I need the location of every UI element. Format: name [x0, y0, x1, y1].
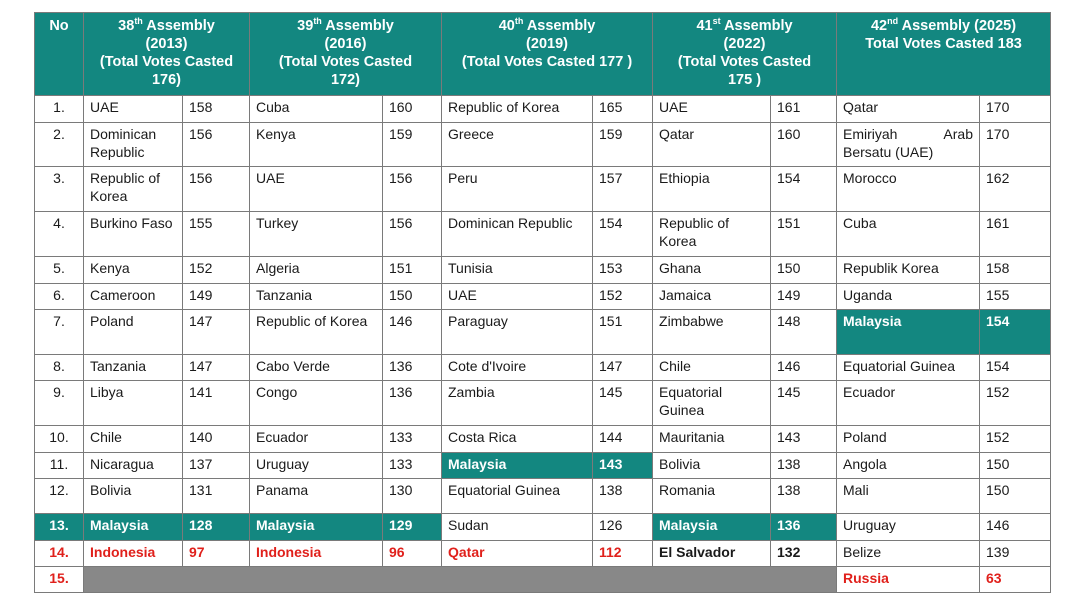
votes-2016-malaysia: 129 — [383, 514, 442, 541]
country-2022: Bolivia — [653, 453, 771, 479]
table-row — [35, 381, 1051, 426]
votes-2025: 152 — [980, 426, 1051, 453]
votes-2013: 158 — [183, 96, 250, 123]
country-2022: Ethiopia — [653, 167, 771, 212]
votes-2022-malaysia: 136 — [771, 514, 837, 541]
votes-2019: 138 — [593, 479, 653, 514]
country-2019: UAE — [442, 284, 593, 310]
header-42nd-assembly: 42nd Assembly (2025) Total Votes Casted 183 — [837, 13, 1051, 96]
table-row — [35, 96, 1051, 123]
header-no: No — [35, 13, 84, 96]
table-row — [35, 541, 1051, 567]
country-2019: Paraguay — [442, 310, 593, 355]
votes-2019-malaysia: 143 — [593, 453, 653, 479]
votes-2013: 147 — [183, 310, 250, 355]
country-2013: Tanzania — [84, 355, 183, 381]
country-2022-malaysia: Malaysia — [653, 514, 771, 541]
country-2016: Cuba — [250, 96, 383, 123]
country-2022: Romania — [653, 479, 771, 514]
votes-2013: 147 — [183, 355, 250, 381]
votes-2022: 143 — [771, 426, 837, 453]
country-2019: Equatorial Guinea — [442, 479, 593, 514]
country-2019-qatar: Qatar — [442, 541, 593, 567]
country-2016: Tanzania — [250, 284, 383, 310]
votes-2025: 170 — [980, 96, 1051, 123]
country-2013: Dominican Republic — [84, 123, 183, 167]
table-row — [35, 514, 1051, 541]
votes-2016: 150 — [383, 284, 442, 310]
table-row — [35, 284, 1051, 310]
votes-2025: 162 — [980, 167, 1051, 212]
country-2025: Belize — [837, 541, 980, 567]
country-2013: Burkino Faso — [84, 212, 183, 257]
country-2013: UAE — [84, 96, 183, 123]
country-2019: Dominican Republic — [442, 212, 593, 257]
country-2019-malaysia: Malaysia — [442, 453, 593, 479]
country-2022: Equatorial Guinea — [653, 381, 771, 426]
country-2019: Costa Rica — [442, 426, 593, 453]
votes-2013-malaysia: 128 — [183, 514, 250, 541]
country-2016: Republic of Korea — [250, 310, 383, 355]
table-row — [35, 212, 1051, 257]
votes-2019: 157 — [593, 167, 653, 212]
country-2016: Algeria — [250, 257, 383, 284]
country-2016: Turkey — [250, 212, 383, 257]
votes-2016: 130 — [383, 479, 442, 514]
row-number: 9. — [35, 381, 84, 426]
votes-2013: 137 — [183, 453, 250, 479]
votes-2013: 156 — [183, 167, 250, 212]
country-2025: Poland — [837, 426, 980, 453]
table-row — [35, 257, 1051, 284]
country-2022: Qatar — [653, 123, 771, 167]
votes-2016: 133 — [383, 453, 442, 479]
votes-2013: 131 — [183, 479, 250, 514]
row-number: 8. — [35, 355, 84, 381]
country-2022: Ghana — [653, 257, 771, 284]
votes-2019: 165 — [593, 96, 653, 123]
row-number: 1. — [35, 96, 84, 123]
votes-2025-malaysia: 154 — [980, 310, 1051, 355]
votes-2022: 146 — [771, 355, 837, 381]
country-2019: Zambia — [442, 381, 593, 426]
table-row — [35, 426, 1051, 453]
table-row — [35, 167, 1051, 212]
header-38th-assembly: 38th Assembly (2013) (Total Votes Casted 176) — [84, 13, 250, 96]
votes-2019: 152 — [593, 284, 653, 310]
header-40th-assembly: 40th Assembly (2019) (Total Votes Casted 177 ) — [442, 13, 653, 96]
country-2022-el-salvador: El Salvador — [653, 541, 771, 567]
votes-table-container — [34, 12, 1050, 593]
country-2019: Cote d'Ivoire — [442, 355, 593, 381]
votes-2019: 154 — [593, 212, 653, 257]
votes-2025: 152 — [980, 381, 1051, 426]
votes-2025: 161 — [980, 212, 1051, 257]
header-39th-assembly: 39th Assembly (2016) (Total Votes Casted 172) — [250, 13, 442, 96]
votes-2016: 151 — [383, 257, 442, 284]
country-2013-malaysia: Malaysia — [84, 514, 183, 541]
table-row — [35, 355, 1051, 381]
country-2016: UAE — [250, 167, 383, 212]
votes-2019-qatar: 112 — [593, 541, 653, 567]
country-2022: Republic of Korea — [653, 212, 771, 257]
country-2016: Panama — [250, 479, 383, 514]
votes-2025: 155 — [980, 284, 1051, 310]
row-number: 15. — [35, 567, 84, 593]
votes-2016: 146 — [383, 310, 442, 355]
country-2013: Poland — [84, 310, 183, 355]
table-row — [35, 123, 1051, 167]
country-2025: Angola — [837, 453, 980, 479]
country-2025-russia: Russia — [837, 567, 980, 593]
votes-2016: 156 — [383, 212, 442, 257]
votes-2013: 152 — [183, 257, 250, 284]
votes-2025-russia: 63 — [980, 567, 1051, 593]
header-41st-assembly: 41st Assembly (2022) (Total Votes Casted 175 ) — [653, 13, 837, 96]
votes-2022: 151 — [771, 212, 837, 257]
votes-2025: 154 — [980, 355, 1051, 381]
country-2019: Republic of Korea — [442, 96, 593, 123]
country-2019: Sudan — [442, 514, 593, 541]
votes-2019: 147 — [593, 355, 653, 381]
country-2025: Republik Korea — [837, 257, 980, 284]
country-2019: Peru — [442, 167, 593, 212]
country-2022: Chile — [653, 355, 771, 381]
country-2022: Jamaica — [653, 284, 771, 310]
country-2013: Libya — [84, 381, 183, 426]
country-2013: Chile — [84, 426, 183, 453]
country-2025: Equatorial Guinea — [837, 355, 980, 381]
table-row — [35, 453, 1051, 479]
country-2013: Nicaragua — [84, 453, 183, 479]
country-2013: Kenya — [84, 257, 183, 284]
country-2016-indonesia: Indonesia — [250, 541, 383, 567]
country-2022: UAE — [653, 96, 771, 123]
votes-2019: 159 — [593, 123, 653, 167]
votes-2022: 138 — [771, 479, 837, 514]
row-number: 6. — [35, 284, 84, 310]
country-2019: Tunisia — [442, 257, 593, 284]
row-number: 5. — [35, 257, 84, 284]
votes-2022: 150 — [771, 257, 837, 284]
country-2025: Ecuador — [837, 381, 980, 426]
country-2013: Republic of Korea — [84, 167, 183, 212]
country-2013-indonesia: Indonesia — [84, 541, 183, 567]
row-number: 14. — [35, 541, 84, 567]
votes-2022: 154 — [771, 167, 837, 212]
votes-2022: 149 — [771, 284, 837, 310]
votes-2013: 141 — [183, 381, 250, 426]
row-number: 3. — [35, 167, 84, 212]
country-2025: Uganda — [837, 284, 980, 310]
country-2025: Emiriyah Arab Bersatu (UAE) — [837, 123, 980, 167]
votes-2019: 151 — [593, 310, 653, 355]
row-number: 4. — [35, 212, 84, 257]
table-row — [35, 567, 1051, 593]
country-2025: Qatar — [837, 96, 980, 123]
votes-2025: 139 — [980, 541, 1051, 567]
votes-2019: 144 — [593, 426, 653, 453]
country-2016: Kenya — [250, 123, 383, 167]
votes-2016: 133 — [383, 426, 442, 453]
votes-2016: 160 — [383, 96, 442, 123]
row-number: 10. — [35, 426, 84, 453]
assembly-votes-table — [34, 12, 1051, 593]
country-2025: Uruguay — [837, 514, 980, 541]
country-2025: Cuba — [837, 212, 980, 257]
table-row — [35, 479, 1051, 514]
votes-2013: 140 — [183, 426, 250, 453]
votes-2016-indonesia: 96 — [383, 541, 442, 567]
country-2019: Greece — [442, 123, 593, 167]
votes-2025: 150 — [980, 479, 1051, 514]
votes-2016: 156 — [383, 167, 442, 212]
votes-2025: 150 — [980, 453, 1051, 479]
votes-2013: 149 — [183, 284, 250, 310]
country-2013: Cameroon — [84, 284, 183, 310]
votes-2025: 158 — [980, 257, 1051, 284]
table-row — [35, 310, 1051, 355]
votes-2016: 159 — [383, 123, 442, 167]
country-2013: Bolivia — [84, 479, 183, 514]
row-number: 11. — [35, 453, 84, 479]
votes-2022: 138 — [771, 453, 837, 479]
votes-2013-indonesia: 97 — [183, 541, 250, 567]
country-2025: Mali — [837, 479, 980, 514]
row-number: 12. — [35, 479, 84, 514]
country-2016: Cabo Verde — [250, 355, 383, 381]
empty-gray-band — [84, 567, 837, 593]
country-2016: Ecuador — [250, 426, 383, 453]
votes-2022-el-salvador: 132 — [771, 541, 837, 567]
country-2025-malaysia: Malaysia — [837, 310, 980, 355]
votes-2019: 126 — [593, 514, 653, 541]
row-number: 7. — [35, 310, 84, 355]
votes-2019: 145 — [593, 381, 653, 426]
votes-2022: 160 — [771, 123, 837, 167]
row-number: 2. — [35, 123, 84, 167]
country-2016: Uruguay — [250, 453, 383, 479]
country-2016-malaysia: Malaysia — [250, 514, 383, 541]
votes-2025: 146 — [980, 514, 1051, 541]
country-2022: Mauritania — [653, 426, 771, 453]
votes-2013: 155 — [183, 212, 250, 257]
country-2025: Morocco — [837, 167, 980, 212]
votes-2016: 136 — [383, 381, 442, 426]
country-2016: Congo — [250, 381, 383, 426]
votes-2016: 136 — [383, 355, 442, 381]
votes-2022: 161 — [771, 96, 837, 123]
votes-2022: 148 — [771, 310, 837, 355]
votes-2013: 156 — [183, 123, 250, 167]
header-row — [35, 13, 1051, 96]
votes-2022: 145 — [771, 381, 837, 426]
row-number: 13. — [35, 514, 84, 541]
country-2022: Zimbabwe — [653, 310, 771, 355]
votes-2025: 170 — [980, 123, 1051, 167]
votes-2019: 153 — [593, 257, 653, 284]
